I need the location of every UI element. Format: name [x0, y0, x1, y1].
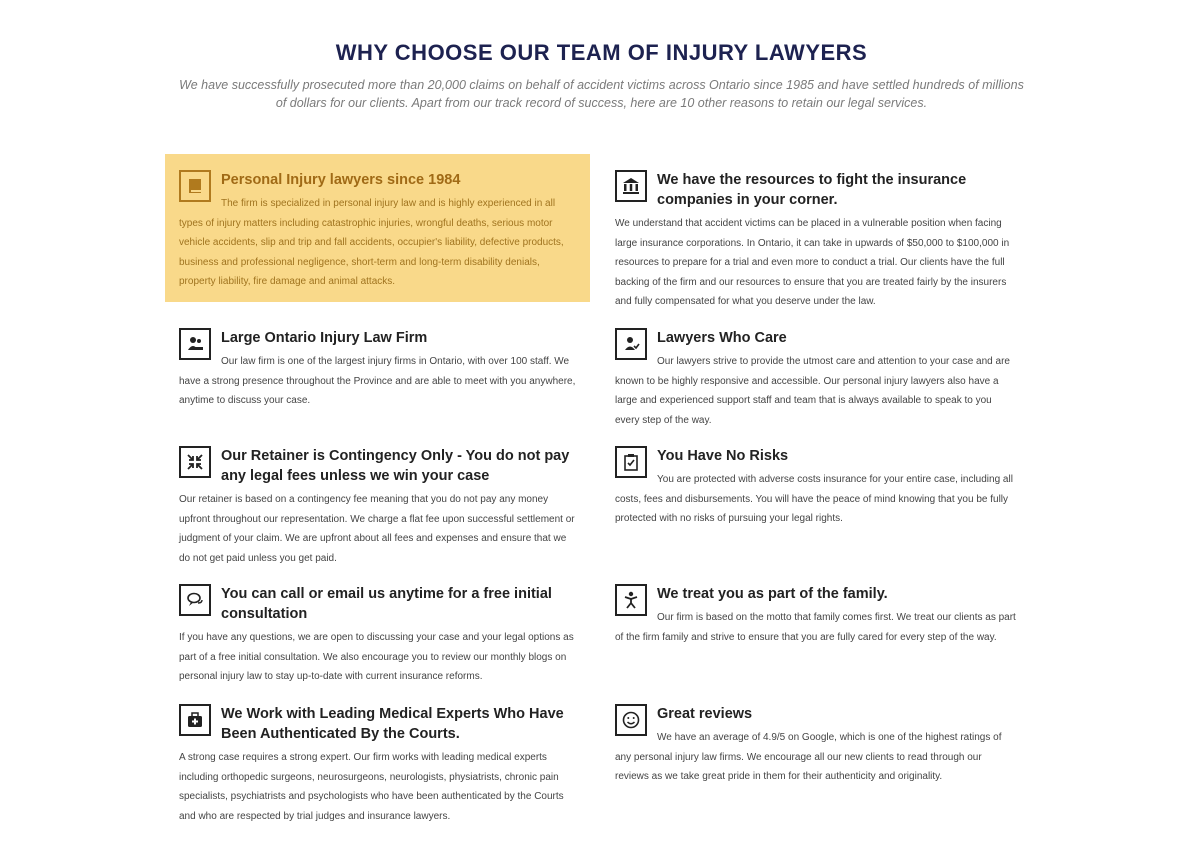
- reason-title: We have the resources to fight the insurance companies in your corner.: [657, 172, 967, 208]
- reason-body: A strong case requires a strong expert. Our firm works with leading medical experts including orthopedic surgeons, neurosurgeons, neurologists, physiatrists, chronic pain specialists, psychiatrists and psychologists who have been authenticated by the Courts and who are respected by trial judges and insurance lawyers.: [179, 752, 564, 822]
- reason-card-personal-injury-since-1984[interactable]: [165, 154, 590, 302]
- reason-title: We treat you as part of the family.: [657, 586, 888, 602]
- reason-body: Our lawyers strive to provide the utmost care and attention to your case and are known to be highly responsive and accessible. Our personal injury lawyers also have a large and experienced support staff and team that is always available to speak to you every step of the way.: [615, 356, 1010, 426]
- reason-card-great-reviews[interactable]: [601, 688, 1031, 793]
- reason-title: Large Ontario Injury Law Firm: [221, 330, 428, 346]
- reason-card-large-firm[interactable]: [165, 312, 590, 422]
- book-icon: [179, 170, 211, 202]
- reason-card-resources[interactable]: [601, 154, 1031, 314]
- team-icon: [179, 328, 211, 360]
- reason-card-medical-experts[interactable]: [165, 688, 590, 838]
- smiley-icon: [615, 704, 647, 736]
- reason-card-family[interactable]: [601, 568, 1031, 658]
- reason-body: You are protected with adverse costs insurance for your entire case, including all costs, fees and disbursements. You will have the peace of mind knowing that you be fully protected with no risks of pursuing your legal rights.: [615, 474, 1013, 524]
- reason-card-no-risks[interactable]: [601, 430, 1031, 535]
- reason-title: Lawyers Who Care: [657, 330, 787, 346]
- reason-body: We understand that accident victims can be placed in a vulnerable position when facing large insurance corporations. In Ontario, it can take in upwards of $50,000 to $100,000 in resources to prepare for a trial and even more to conduct a trial. Our clients have the full backing of the firm and our resources to ensure that you are treated fairly by the insurers and fully compensated for what you deserve under the law.: [615, 218, 1010, 307]
- reason-body: Our law firm is one of the largest injury firms in Ontario, with over 100 staff. We have a strong presence throughout the Province and are able to meet with you anywhere, anytime to discuss your case.: [179, 356, 576, 406]
- reason-body: We have an average of 4.9/5 on Google, which is one of the highest ratings of any personal injury law firms. We encourage all our new clients to read through our reviews as we take great pride in them for their authenticity and originality.: [615, 732, 1002, 782]
- reason-body: The firm is specialized in personal injury law and is highly experienced in all types of injury matters including catastrophic injuries, wrongful deaths, serious motor vehicle accidents, slip and trip and fall accidents, occupier's liability, defective products, business and professional negligence, short-term and long-term disability denials, property liability, fire damage and animal attacks.: [179, 198, 564, 287]
- page-subtitle: We have successfully prosecuted more than 20,000 claims on behalf of accident victims across Ontario since 1985 and have settled hundreds of millions of dollars for our clients. Apart from our track record of success, here are 10 other reasons to retain our legal services.: [179, 78, 1024, 110]
- clipboard-check-icon: [615, 446, 647, 478]
- person-icon: [615, 584, 647, 616]
- reason-title: You can call or email us anytime for a free initial consultation: [221, 586, 552, 622]
- reason-card-contingency[interactable]: [165, 430, 590, 575]
- reason-body: Our firm is based on the motto that family comes first. We treat our clients as part of the firm family and strive to ensure that you are fully cared for every step of the way.: [615, 612, 1016, 643]
- reason-title: You Have No Risks: [657, 448, 789, 464]
- bank-icon: [615, 170, 647, 202]
- reason-title: Our Retainer is Contingency Only - You do not pay any legal fees unless we win your case: [221, 448, 570, 484]
- medical-kit-icon: [179, 704, 211, 736]
- reason-card-lawyers-who-care[interactable]: [601, 312, 1031, 437]
- reason-body: Our retainer is based on a contingency fee meaning that you do not pay any money upfront throughout our representation. We charge a flat fee upon successful settlement or judgment of your claim. We are upfront about all fees and expenses and ensure that we do not get paid unless you get paid.: [179, 494, 575, 564]
- chat-bubbles-icon: [179, 584, 211, 616]
- reason-title: Personal Injury lawyers since 1984: [221, 172, 461, 188]
- compress-arrows-icon: [179, 446, 211, 478]
- reason-title: We Work with Leading Medical Experts Who Have Been Authenticated By the Courts.: [221, 706, 564, 742]
- reason-body: If you have any questions, we are open to discussing your case and your legal options as part of a free initial consultation. We also encourage you to review our monthly blogs on personal injury law to stay up-to-date with current insurance reforms.: [179, 632, 574, 682]
- caring-person-icon: [615, 328, 647, 360]
- reason-title: Great reviews: [657, 706, 753, 722]
- reason-card-free-consultation[interactable]: [165, 568, 590, 693]
- page-title: WHY CHOOSE OUR TEAM OF INJURY LAWYERS: [335, 40, 868, 65]
